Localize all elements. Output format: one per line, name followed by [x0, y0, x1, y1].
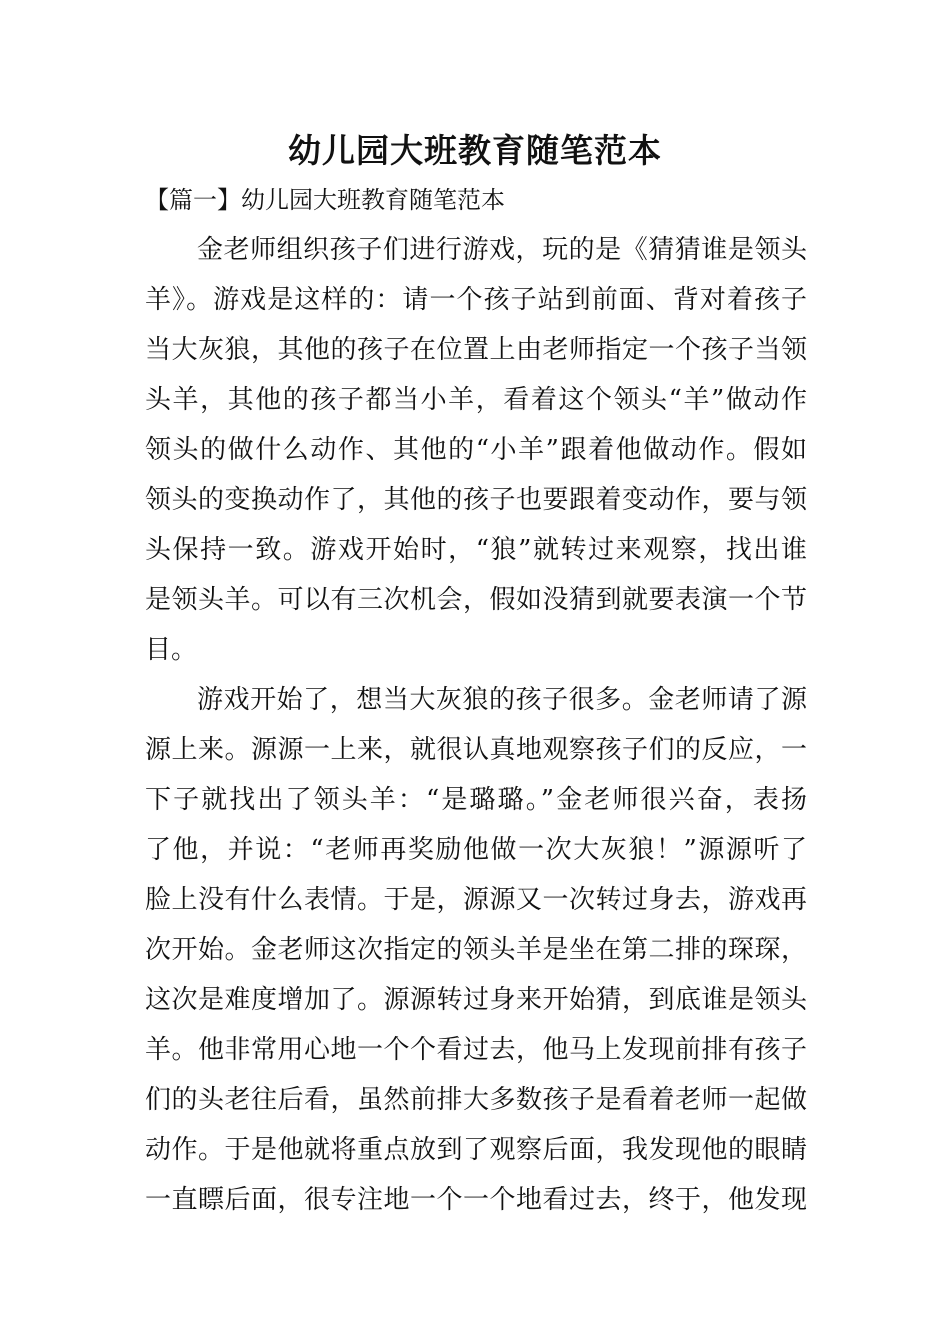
paragraph-line: 们的头老往后看，虽然前排大多数孩子是看着老师一起做 [145, 1085, 807, 1115]
paragraph-line: 这次是难度增加了。源源转过身来开始猜，到底谁是领头 [145, 985, 807, 1015]
paragraph-line: 源上来。源源一上来，就很认真地观察孩子们的反应，一 [145, 735, 807, 765]
paragraph-line: 羊》。游戏是这样的：请一个孩子站到前面、背对着孩子 [145, 285, 807, 315]
section-heading: 【篇一】幼儿园大班教育随笔范本 [145, 186, 505, 214]
paragraph-line: 领头的做什么动作、其他的“小羊”跟着他做动作。假如 [145, 435, 807, 465]
paragraph-line: 次开始。金老师这次指定的领头羊是坐在第二排的琛琛， [145, 935, 807, 965]
paragraph-line: 动作。于是他就将重点放到了观察后面，我发现他的眼睛 [145, 1135, 807, 1165]
paragraph-line: 了他，并说：“老师再奖励他做一次大灰狼！”源源听了 [145, 835, 807, 865]
paragraph-line: 一直瞟后面，很专注地一个一个地看过去，终于，他发现 [145, 1185, 807, 1215]
paragraph-line: 羊。他非常用心地一个个看过去，他马上发现前排有孩子 [145, 1035, 807, 1065]
paragraph-line: 脸上没有什么表情。于是，源源又一次转过身去，游戏再 [145, 885, 807, 915]
paragraph-line: 目。 [145, 635, 198, 665]
paragraph-line: 头保持一致。游戏开始时，“狼”就转过来观察，找出谁 [145, 535, 807, 565]
paragraph-line: 游戏开始了，想当大灰狼的孩子很多。金老师请了源 [197, 685, 807, 715]
document-title: 幼儿园大班教育随笔范本 [288, 131, 662, 170]
paragraph-line: 金老师组织孩子们进行游戏，玩的是《猜猜谁是领头 [197, 235, 807, 265]
paragraph-line: 当大灰狼，其他的孩子在位置上由老师指定一个孩子当领 [145, 335, 807, 365]
paragraph-line: 下子就找出了领头羊：“是璐璐。”金老师很兴奋，表扬 [145, 785, 807, 815]
paragraph-line: 领头的变换动作了，其他的孩子也要跟着变动作，要与领 [145, 485, 807, 515]
paragraph-line: 是领头羊。可以有三次机会，假如没猜到就要表演一个节 [145, 585, 807, 615]
paragraph-line: 头羊，其他的孩子都当小羊，看着这个领头“羊”做动作 [145, 385, 807, 415]
